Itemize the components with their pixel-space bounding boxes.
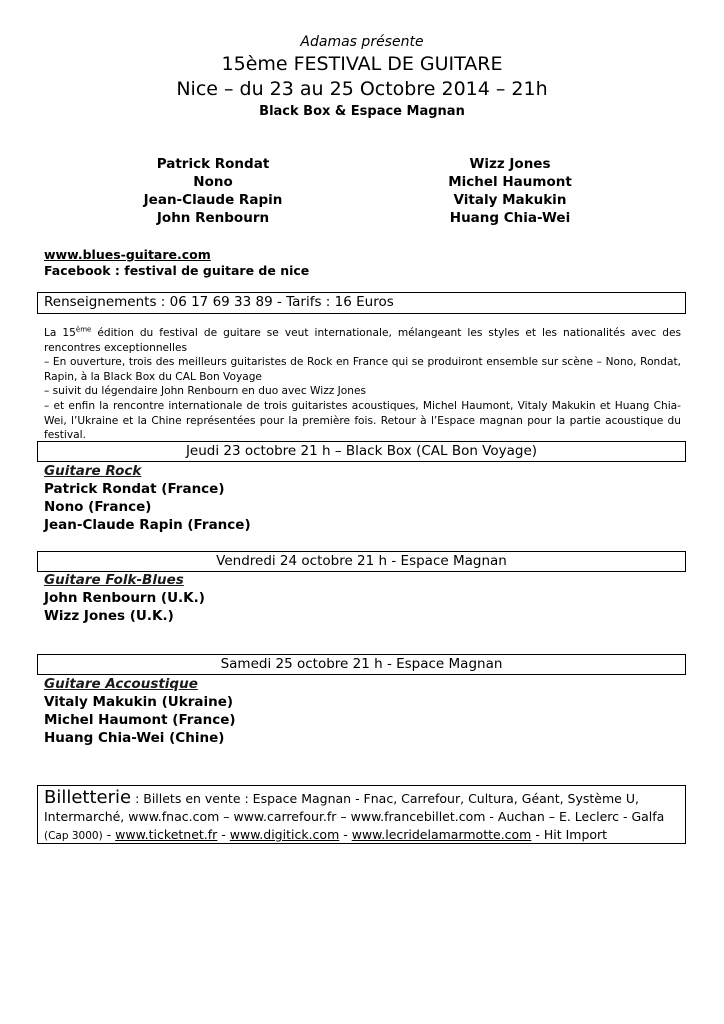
ticketing-line-1: : Billets en vente : Espace Magnan - Fnac, Carrefour, Cultura, Géant, Système U, (131, 791, 639, 806)
intro-line-1: La 15ème édition du festival de guitare se veut internationale, mélangeant les styles et les nationalités avec des rencontres exceptionnelles (44, 325, 681, 354)
day-header-friday: Vendredi 24 octobre 21 h - Espace Magnan (37, 551, 686, 572)
lineup-artist: Michel Haumont (448, 174, 572, 190)
lineup-artist: Patrick Rondat (156, 156, 270, 172)
lineup-artist: Vitaly Makukin (453, 192, 567, 208)
lecridelamarmotte-link[interactable]: www.lecridelamarmotte.com (351, 827, 532, 842)
ticketing-box: Billetterie : Billets en vente : Espace Magnan - Fnac, Carrefour, Cultura, Géant, Système U, Intermarché, www.fnac.com – www.carrefour.fr – www.francebillet.com - Auchan – E. Leclerc - Galfa (Cap 3000) - www.ticketnet.fr - www.digitick.com - www.lecridelamarmotte.com - Hit Import (37, 785, 686, 844)
ticketing-label: Billetterie (44, 787, 132, 808)
genre-title: Guitare Accoustique (44, 676, 198, 692)
lineup-artist: Jean-Claude Rapin (143, 192, 283, 208)
performer: John Renbourn (U.K.) (44, 590, 205, 606)
performer: Wizz Jones (U.K.) (44, 608, 174, 624)
performer: Patrick Rondat (France) (44, 481, 225, 497)
festival-venues: Black Box & Espace Magnan (259, 104, 465, 119)
presents-line: Adamas présente (300, 34, 424, 50)
day-header-thursday: Jeudi 23 octobre 21 h – Black Box (CAL Bon Voyage) (37, 441, 686, 462)
flyer-header (0, 32, 724, 122)
ticketing-tail: - Hit Import (531, 827, 608, 842)
intro-line-4: – et enfin la rencontre internationale de trois guitaristes acoustiques, Michel Haumont, Vitaly Makukin et Huang Chia-Wei, l’Ukraine et la Chine représentées pour la première fois. Retour à l’Espace magnan pour la partie acoustique du festival. (44, 399, 681, 442)
info-bar: Renseignements : 06 17 69 33 89 - Tarifs : 16 Euros (37, 292, 686, 314)
lineup-artist: Wizz Jones (469, 156, 551, 172)
performer: Huang Chia-Wei (Chine) (44, 730, 225, 746)
day-section-thursday (44, 462, 251, 534)
digitick-link[interactable]: www.digitick.com (229, 827, 340, 842)
performer: Vitaly Makukin (Ukraine) (44, 694, 234, 710)
lineup-left-column (128, 155, 298, 227)
performer: Jean-Claude Rapin (France) (44, 517, 251, 533)
links-block (44, 247, 309, 278)
performer: Nono (France) (44, 499, 152, 515)
lineup-artist: Huang Chia-Wei (449, 210, 571, 226)
festival-dates: Nice – du 23 au 25 Octobre 2014 – 21h (176, 78, 548, 100)
festival-title: 15ème FESTIVAL DE GUITARE (221, 53, 503, 75)
ticketing-line-2: Intermarché, www.fnac.com – www.carrefour.fr – www.francebillet.com - Auchan – E. Leclerc - Galfa (44, 809, 665, 824)
intro-line-3: – suivit du légendaire John Renbourn en duo avec Wizz Jones (44, 385, 367, 398)
day-section-saturday (44, 675, 236, 747)
genre-title: Guitare Rock (44, 463, 142, 479)
website-link[interactable]: www.blues-guitare.com (44, 247, 211, 262)
genre-title: Guitare Folk-Blues (44, 572, 184, 588)
ticketnet-link[interactable]: www.ticketnet.fr (115, 827, 218, 842)
intro-paragraph (44, 326, 681, 443)
performer: Michel Haumont (France) (44, 712, 236, 728)
day-header-saturday: Samedi 25 octobre 21 h - Espace Magnan (37, 654, 686, 675)
ticketing-cap: (Cap 3000) (44, 830, 103, 842)
intro-line-2: – En ouverture, trois des meilleurs guitaristes de Rock en France qui se produiront ensemble sur scène – Nono, Rondat, Rapin, à la Black Box du CAL Bon Voyage (44, 356, 681, 383)
day-section-friday (44, 571, 205, 625)
lineup-right-column (425, 155, 595, 227)
lineup-artist: John Renbourn (156, 210, 270, 226)
facebook-text: Facebook : festival de guitare de nice (44, 262, 310, 278)
lineup-artist: Nono (193, 174, 233, 190)
